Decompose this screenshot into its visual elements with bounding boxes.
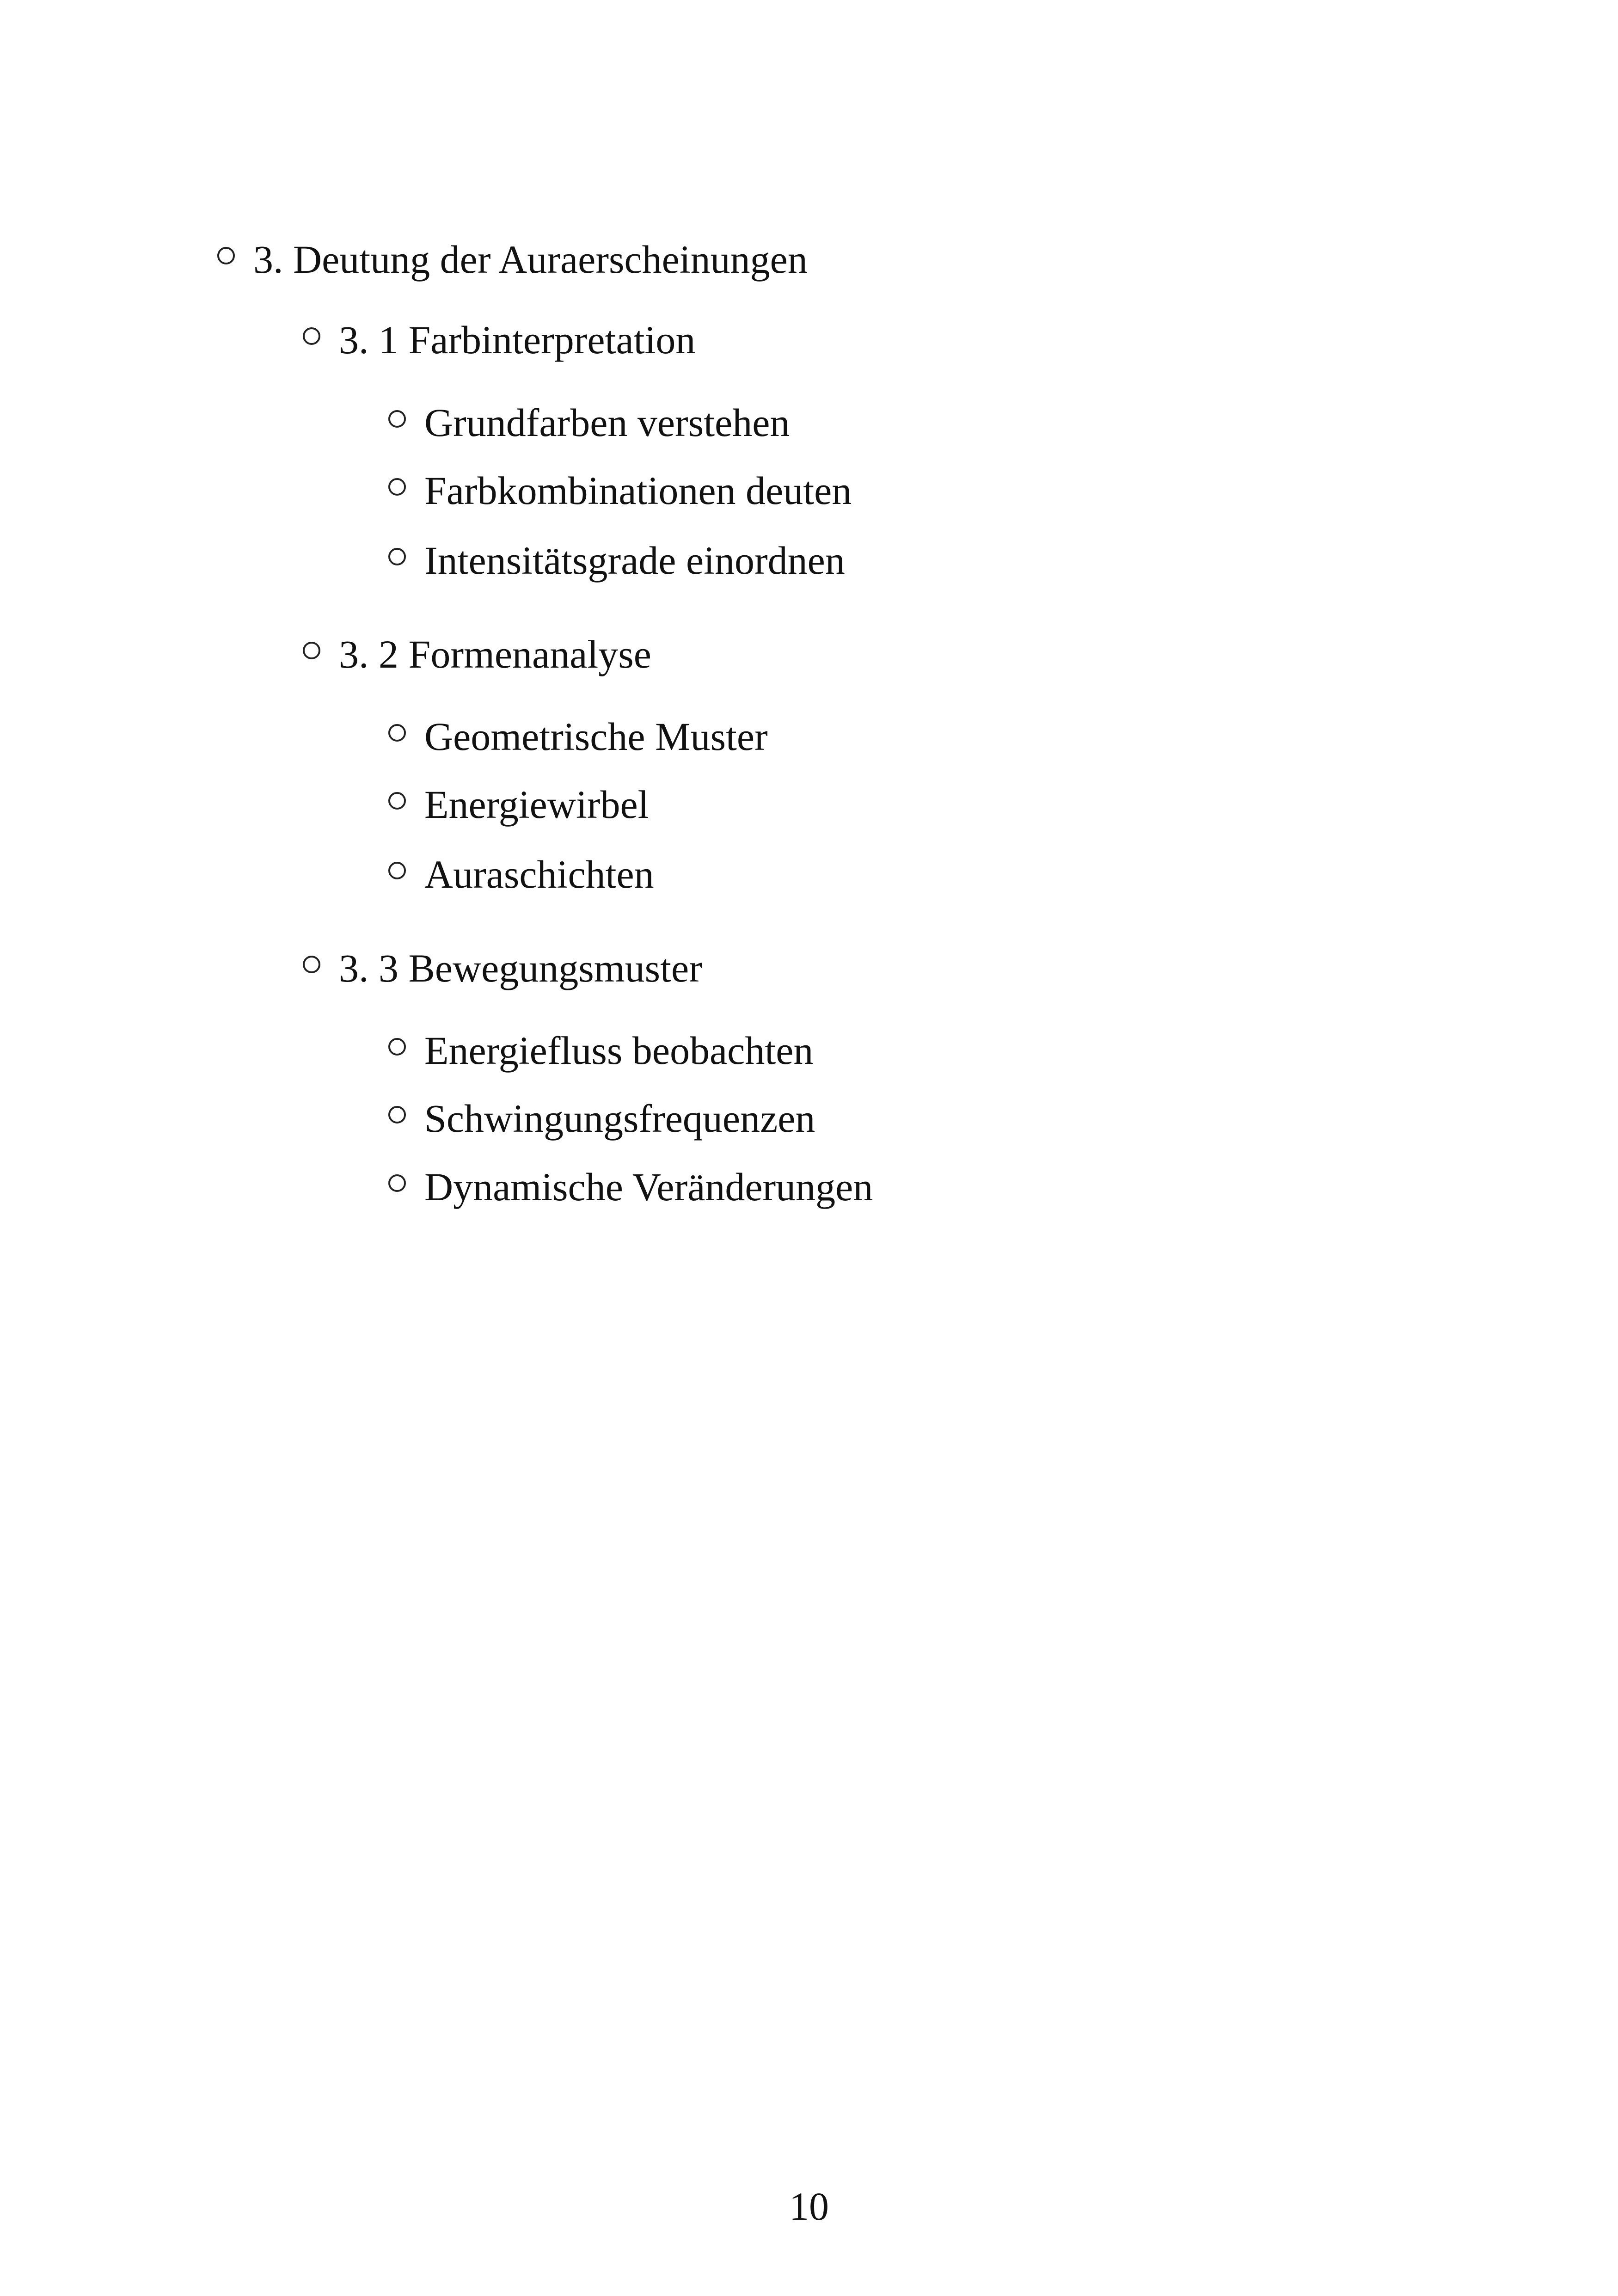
- circle-bullet-icon: [388, 478, 406, 496]
- outline-item: [388, 709, 768, 759]
- outline-item: [388, 533, 845, 583]
- outline-item: [388, 777, 649, 827]
- outline-item: [388, 395, 790, 445]
- circle-bullet-icon: [388, 724, 406, 742]
- subsection-title: 3. 3 Bewegungsmuster: [339, 946, 702, 991]
- outline-item-label: Energiewirbel: [424, 782, 649, 827]
- outline-item-label: Auraschichten: [424, 852, 654, 897]
- outline-item: [388, 847, 654, 897]
- outline-item-label: Schwingungsfrequenzen: [424, 1096, 815, 1141]
- outline-item: [388, 1023, 814, 1073]
- circle-bullet-icon: [388, 862, 406, 879]
- page-number: 10: [789, 2184, 829, 2228]
- outline-item-label: Farbkombinationen deuten: [424, 468, 852, 513]
- outline-item: [388, 1160, 873, 1209]
- subsection-title: 3. 1 Farbinterpretation: [339, 318, 696, 362]
- circle-bullet-icon: [388, 1174, 406, 1192]
- outline-item-label: Grundfarben verstehen: [424, 400, 790, 445]
- outline-item-label: Energiefluss beobachten: [424, 1028, 814, 1073]
- circle-bullet-icon: [388, 410, 406, 428]
- outline-item: [388, 1091, 815, 1141]
- circle-bullet-icon: [388, 1106, 406, 1123]
- outline-item: [388, 463, 852, 513]
- circle-bullet-icon: [388, 792, 406, 810]
- subsection-title: 3. 2 Formenanalyse: [339, 632, 651, 677]
- outline-item-label: Geometrische Muster: [424, 714, 768, 759]
- outline-subsection: [303, 313, 696, 362]
- circle-bullet-icon: [303, 956, 320, 973]
- outline-section: [217, 232, 808, 282]
- circle-bullet-icon: [388, 1038, 406, 1056]
- outline-item-label: Dynamische Veränderungen: [424, 1165, 873, 1209]
- circle-bullet-icon: [303, 642, 320, 659]
- circle-bullet-icon: [388, 548, 406, 565]
- section-title: 3. Deutung der Auraerscheinungen: [253, 237, 808, 282]
- outline-subsection: [303, 941, 702, 991]
- circle-bullet-icon: [303, 327, 320, 345]
- outline-subsection: [303, 627, 651, 677]
- outline-item-label: Intensitätsgrade einordnen: [424, 538, 845, 583]
- circle-bullet-icon: [217, 247, 235, 264]
